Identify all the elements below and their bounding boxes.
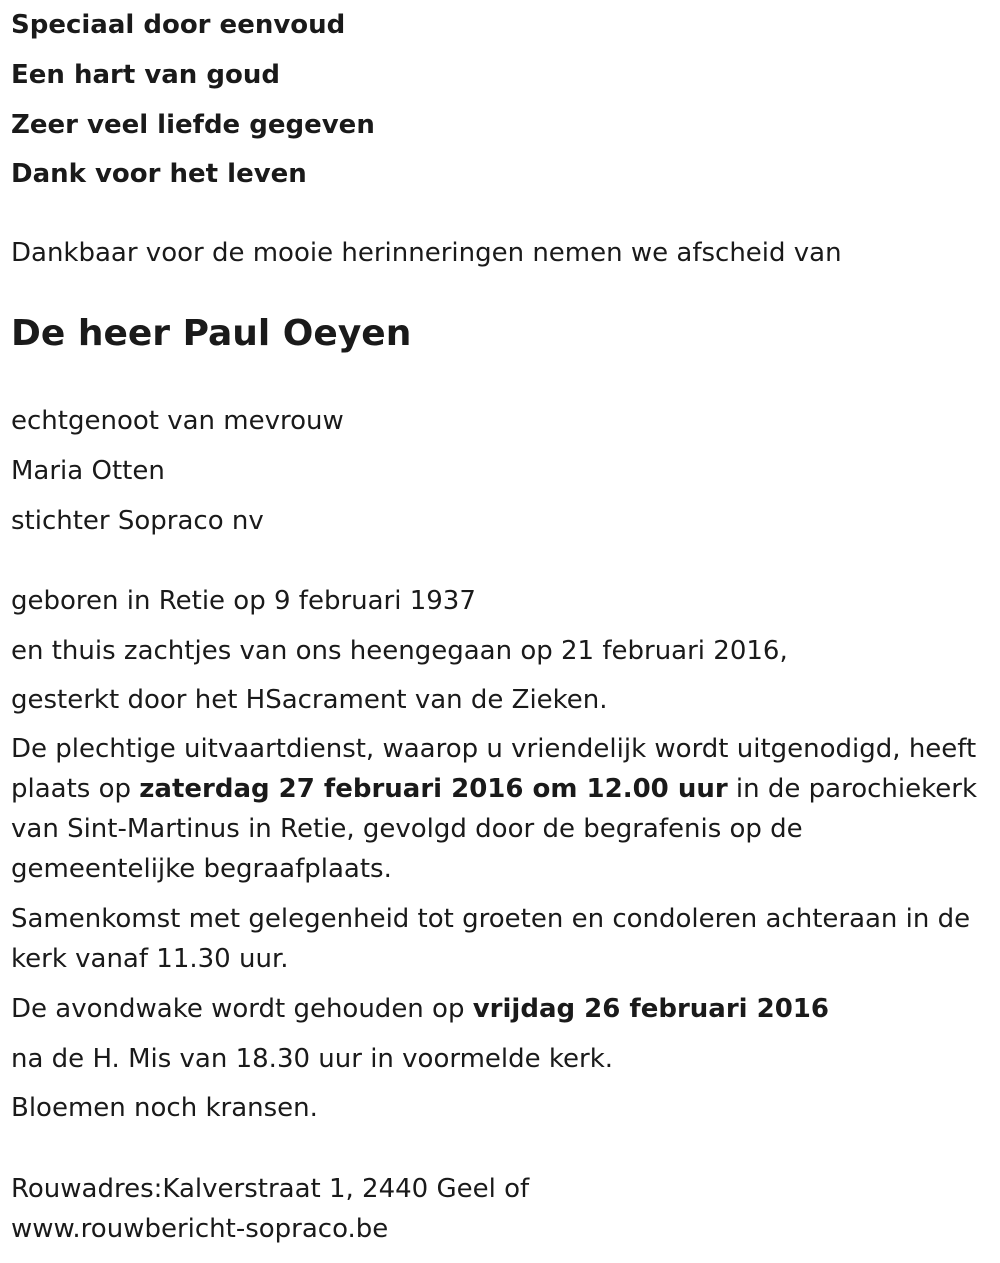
gathering-paragraph: Samenkomst met gelegenheid tot groeten en condoleren achteraan in de kerk vanaf 11.30 uur. xyxy=(11,904,971,974)
spouse-name: Maria Otten xyxy=(11,456,165,486)
spouse-label: echtgenoot van mevrouw xyxy=(11,406,344,436)
birth-text: geboren in Retie op 9 februari 1937 xyxy=(11,586,476,616)
wake-mass: na de H. Mis van 18.30 uur in voormelde kerk. xyxy=(11,1044,614,1074)
poem-line-3: Zeer veel liefde gegeven xyxy=(11,110,375,140)
funeral-intro: De plechtige uitvaartdienst, waarop u vriendelijk wordt uitgenodigd, heeft plaats op xyxy=(11,734,977,804)
address-line: Rouwadres:Kalverstraat 1, 2440 Geel of xyxy=(11,1174,530,1204)
funeral-location: in de parochiekerk van Sint-Martinus in Retie, gevolgd door de begrafenis op de gemeentelijke begraafplaats. xyxy=(11,774,977,884)
poem-line-2: Een hart van goud xyxy=(11,60,280,90)
wake-date: vrijdag 26 februari 2016 xyxy=(472,994,829,1024)
wake-line xyxy=(11,996,829,1022)
intro-text: Dankbaar voor de mooie herinneringen nemen we afscheid van xyxy=(11,238,842,268)
role-text: stichter Sopraco nv xyxy=(11,506,264,536)
website-link[interactable]: www.rouwbericht-sopraco.be xyxy=(11,1214,389,1244)
death-text: en thuis zachtjes van ons heengegaan op 21 februari 2016, xyxy=(11,636,788,666)
flowers-text: Bloemen noch kransen. xyxy=(11,1093,318,1123)
funeral-datetime: zaterdag 27 februari 2016 om 12.00 uur xyxy=(139,774,728,804)
sacrament-text: gesterkt door het HSacrament van de Zieken. xyxy=(11,685,608,715)
deceased-name: De heer Paul Oeyen xyxy=(11,313,412,354)
funeral-paragraph xyxy=(11,729,983,889)
wake-intro: De avondwake wordt gehouden op xyxy=(11,994,473,1024)
poem-line-4: Dank voor het leven xyxy=(11,159,307,189)
poem-line-1: Speciaal door eenvoud xyxy=(11,10,346,40)
